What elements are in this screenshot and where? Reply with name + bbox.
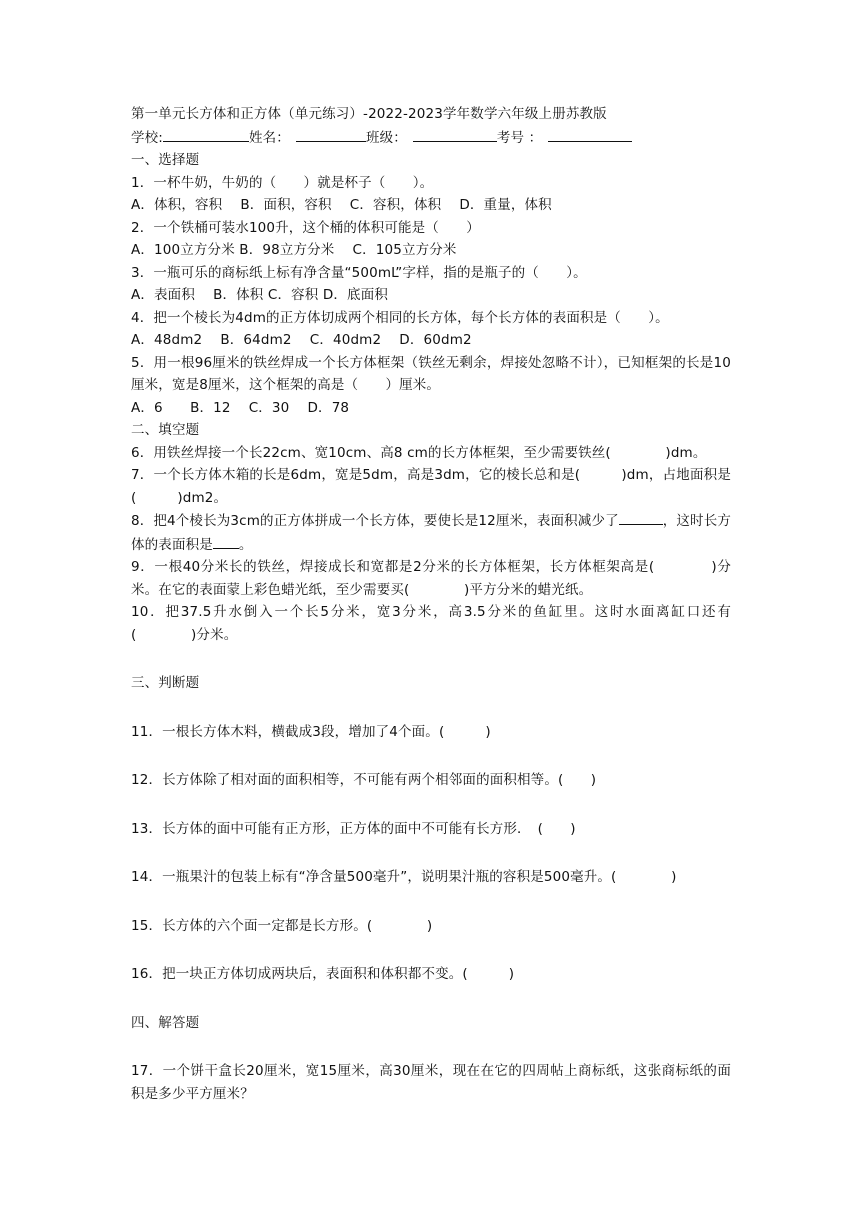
class-blank	[413, 126, 497, 142]
section-heading-fill: 二、填空题	[131, 422, 200, 438]
worksheet-title: 第一单元长方体和正方体（单元练习）-2022-2023学年数学六年级上册苏教版	[131, 106, 607, 122]
question-7: 7．一个长方体木箱的长是6dm，宽是5dm，高是3dm，它的棱长总和是( )dm，占地面积是( )dm2。	[131, 467, 731, 506]
question-5-options: A．6 B．12 C．30 D．78	[131, 399, 350, 416]
section-heading-choice: 一、选择题	[131, 152, 200, 168]
name-blank	[296, 126, 366, 142]
question-8	[131, 509, 731, 556]
question-8-blank-1	[619, 509, 663, 525]
name-label: 姓名：	[249, 129, 290, 146]
student-info-line	[131, 126, 731, 150]
question-12: 12．长方体除了相对面的面积相等，不可能有两个相邻面的面积相等。( )	[131, 772, 597, 788]
question-8-text-c: 。	[238, 536, 253, 553]
question-14: 14．一瓶果汁的包装上标有“净含量500毫升”，说明果汁瓶的容积是500毫升。( )	[131, 869, 677, 885]
question-8-text-b: ，这时长方体的表面积是	[131, 513, 732, 553]
question-9: 9．一根40分米长的铁丝，焊接成长和宽都是2分米的长方体框架，长方体框架高是( )分米。在它的表面蒙上彩色蜡光纸，至少需要买( )平方分米的蜡光纸。	[131, 559, 731, 598]
question-1-options: A．体积，容积 B．面积，容积 C．容积，体积 D．重量，体积	[131, 197, 552, 213]
class-label: 班级：	[365, 129, 407, 146]
question-1: 1．一杯牛奶，牛奶的（ ）就是杯子（ ）。	[131, 174, 434, 191]
question-8-text-a: 8．把4个棱长为3cm的正方体拼成一个长方体，要使长是12厘米，表面积减少了	[131, 513, 619, 529]
question-15: 15．长方体的六个面一定都是长方形。( )	[131, 917, 433, 934]
section-heading-judge: 三、判断题	[131, 675, 200, 691]
question-2: 2．一个铁桶可装水100升，这个桶的体积可能是（ ）	[131, 219, 480, 236]
school-blank	[163, 126, 249, 142]
question-3: 3．一瓶可乐的商标纸上标有净含量“500mL”字样，指的是瓶子的（ ）。	[131, 264, 587, 281]
question-6: 6．用铁丝焊接一个长22cm、宽10cm、高8 cm的长方体框架，至少需要铁丝( )dm。	[131, 444, 707, 461]
exam-no-blank	[548, 126, 632, 142]
question-13: 13．长方体的面中可能有正方形，正方体的面中不可能有长方形． ( )	[131, 820, 576, 837]
worksheet-page	[131, 103, 731, 1105]
question-3-options: A．表面积 B．体积 C．容积 D．底面积	[131, 287, 388, 303]
exam-no-label: 考号 ：	[496, 129, 543, 146]
question-10: 10．把37.5升水倒入一个长5分米，宽3分米，高3.5分米的鱼缸里。这时水面离缸口还有( )分米。	[131, 604, 731, 643]
question-11: 11．一根长方体木料，横截成3段，增加了4个面。( )	[131, 723, 491, 740]
question-8-blank-2	[213, 533, 239, 549]
section-heading-solve: 四、解答题	[131, 1014, 200, 1031]
question-2-options: A．100立方分米 B．98立方分米 C．105立方分米	[131, 242, 457, 258]
question-4-options: A．48dm2 B．64dm2 C．40dm2 D．60dm2	[131, 332, 472, 348]
question-4: 4．把一个棱长为4dm的正方体切成两个相同的长方体，每个长方体的表面积是（ ）。	[131, 309, 669, 326]
question-16: 16．把一块正方体切成两块后，表面积和体积都不变。( )	[131, 966, 515, 982]
school-label: 学校:	[131, 129, 163, 146]
question-17: 17．一个饼干盒长20厘米，宽15厘米，高30厘米，现在在它的四周帖上商标纸，这张商标纸的面积是多少平方厘米？	[131, 1063, 731, 1102]
question-5: 5．用一根96厘米的铁丝焊成一个长方体框架（铁丝无剩余，焊接处忽略不计），已知框架的长是10厘米，宽是8厘米，这个框架的高是（ ）厘米。	[131, 354, 731, 393]
